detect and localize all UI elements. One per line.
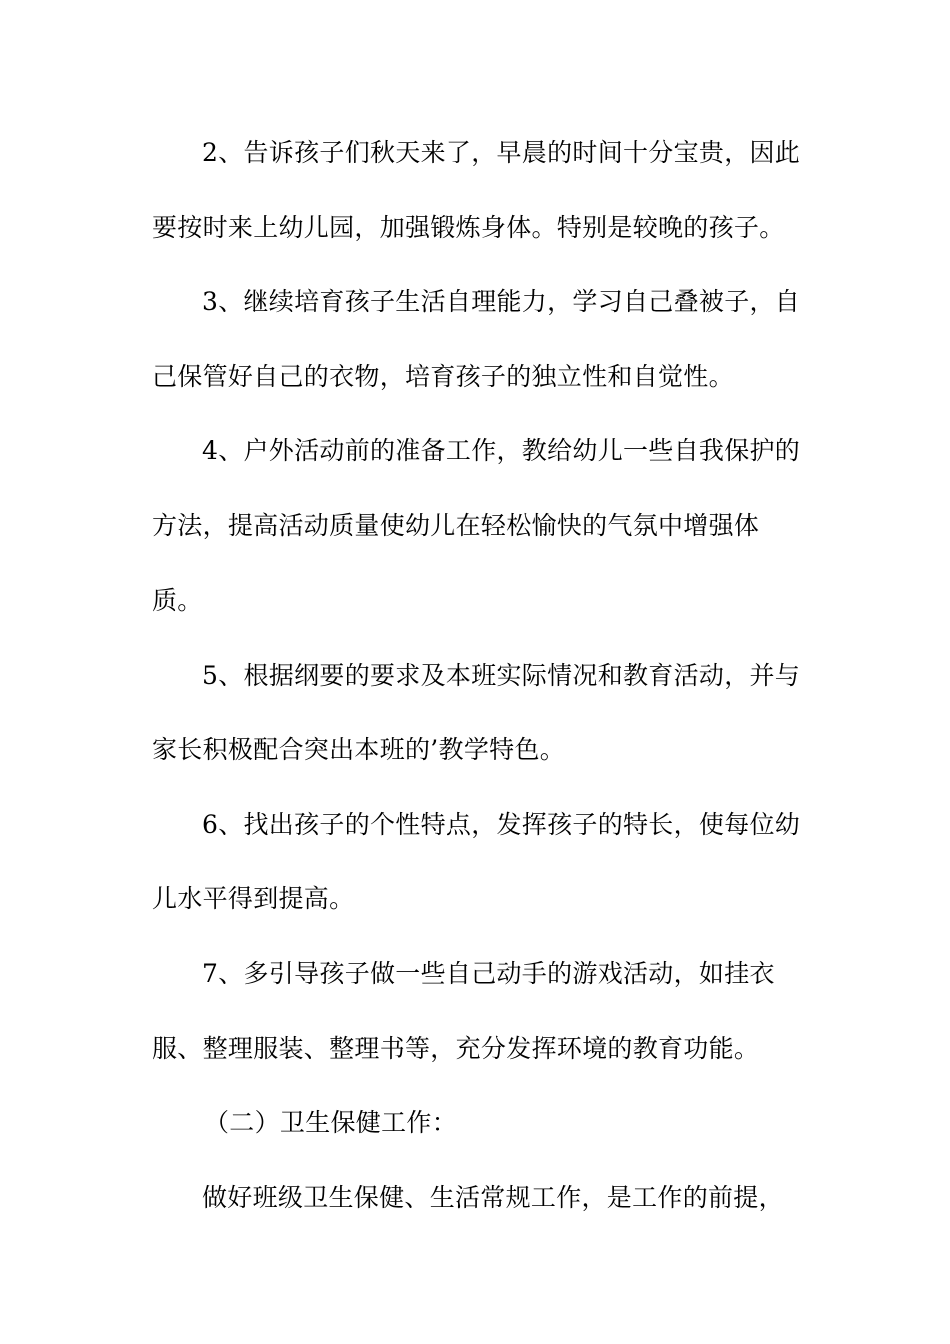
paragraph-line: 3、继续培育孩子生活自理能力，学习自己叠被子，自 — [202, 287, 801, 316]
paragraph-line: 儿水平得到提高。 — [152, 884, 355, 913]
paragraph-line: 己保管好自己的衣物，培育孩子的独立性和自觉性。 — [152, 362, 734, 391]
paragraph-line: 7、多引导孩子做一些自己动手的游戏活动，如挂衣 — [202, 959, 775, 988]
paragraph-line: 6、找出孩子的个性特点，发挥孩子的特长，使每位幼 — [202, 810, 801, 839]
paragraph-line: 2、告诉孩子们秋天来了，早晨的时间十分宝贵，因此 — [202, 138, 801, 167]
paragraph-line: 要按时来上幼儿园，加强锻炼身体。特别是较晚的孩子。 — [152, 213, 785, 242]
section-heading: （二）卫生保健工作： — [204, 1108, 458, 1137]
paragraph-line: 4、户外活动前的准备工作，教给幼儿一些自我保护的 — [202, 436, 801, 465]
paragraph-line: 服、整理服装、整理书等，充分发挥环境的教育功能。 — [152, 1034, 760, 1063]
paragraph-line: 质。 — [152, 586, 203, 615]
paragraph-line: 做好班级卫生保健、生活常规工作，是工作的前提， — [202, 1183, 784, 1212]
paragraph-line: 5、根据纲要的要求及本班实际情况和教育活动，并与 — [202, 661, 801, 690]
paragraph-line: 方法，提高活动质量使幼儿在轻松愉快的气氛中增强体 — [152, 511, 760, 540]
paragraph-line: 家长积极配合突出本班的’教学特色。 — [152, 735, 566, 764]
